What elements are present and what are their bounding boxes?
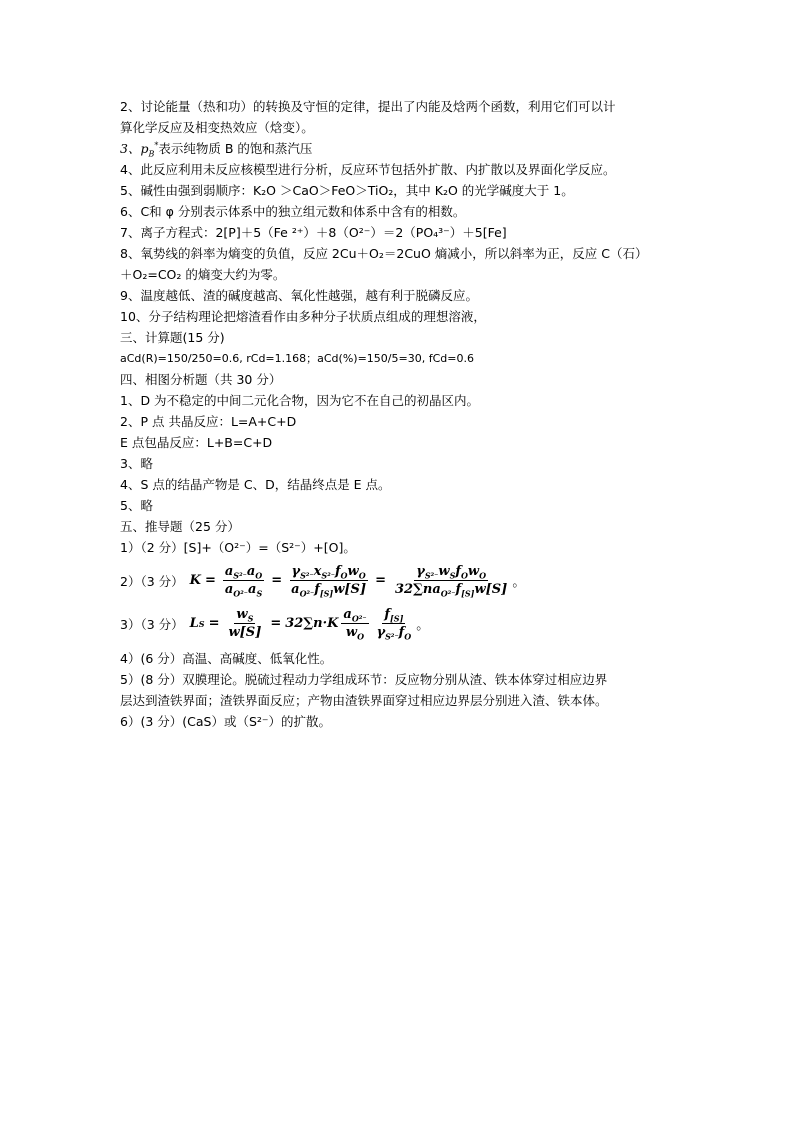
line-4: 4、此反应利用未反应核模型进行分析，反应环节包括外扩散、内扩散以及界面化学反应。 (120, 162, 616, 177)
derive-q6: 6）(3 分）(CaS）或（S²⁻）的扩散。 (120, 714, 331, 729)
phase-q3: 3、略 (120, 456, 153, 471)
line-5: 5、碱性由强到弱顺序：K₂O ＞CaO＞FeO＞TiO₂，其中 K₂O 的光学碱度大于 1。 (120, 183, 574, 198)
section-3-heading: 三、计算题(15 分) (120, 330, 225, 345)
section-5-heading: 五、推导题（25 分） (120, 519, 240, 534)
line-6: 6、C和 φ 分别表示体系中的独立组元数和体系中含有的相数。 (120, 204, 466, 219)
line-3: 3、$p_B^*$表示纯物质 B 的饱和蒸汽压 (120, 140, 313, 159)
calc-line: aCd(R)=150/250=0.6, rCd=1.168；aCd(%)=150/5=30, fCd=0.6 (120, 352, 474, 365)
line-3-text: 表示纯物质 B 的饱和蒸汽压 (158, 141, 313, 156)
derive-q5a: 5）(8 分）双膜理论。脱硫过程动力学组成环节：反应物分别从渣、铁本体穿过相应边界 (120, 672, 608, 687)
line-8b: ＋O₂=CO₂ 的熵变大约为零。 (120, 267, 286, 282)
derive-q4: 4）(6 分）高温、高碱度、低氧化性。 (120, 651, 333, 666)
line-7: 7、离子方程式：2[P]＋5（Fe ²⁺）＋8（O²⁻）＝2（PO₄³⁻）＋5[Fe] (120, 225, 507, 240)
formula-2-equation: K = $\frac{a_{S^{2-}}a_O}{a_{O^{2-}}a_S}$ = $\frac{\gamma_{S^{2-}}x_{S^{2-}}f_Ow_O}{a_{O^{2-}}f_{[S]}w[S]}$ = $\frac{\gamma_{S^{2-}}w_Sf_Ow_O}{32\sum na_{O^{2-}}f_{[S]}w[S]}$ 。 (189, 564, 526, 599)
phase-q2b: E 点包晶反应：L+B=C+D (120, 435, 273, 450)
section-4-heading: 四、相图分析题（共 30 分） (120, 372, 282, 387)
formula-3-prefix: 3）（3 分） (120, 616, 184, 632)
formula-3-equation: L S = $\frac{w_S}{w[S]}$ = 32∑n·K $\frac{a_{O^{2-}}}{w_O}$ $\frac{f_{[S]}}{\gamma_{S^{2-}}f_O}$ 。 (189, 607, 430, 642)
phase-q1: 1、D 为不稳定的中间二元化合物，因为它不在自己的初晶区内。 (120, 393, 480, 408)
formula-2-prefix: 2）（3 分） (120, 573, 184, 589)
derive-q1: 1）（2 分）[S]+（O²⁻）=（S²⁻）+[O]。 (120, 540, 356, 555)
line-2b: 算化学反应及相变热效应（焓变）。 (120, 120, 314, 135)
phase-q4: 4、S 点的结晶产物是 C、D，结晶终点是 E 点。 (120, 477, 391, 492)
line-10: 10、分子结构理论把熔渣看作由多种分子状质点组成的理想溶液， (120, 309, 486, 324)
phase-q5: 5、略 (120, 498, 153, 513)
derive-q5b: 层达到渣铁界面；渣铁界面反应；产物由渣铁界面穿过相应边界层分别进入渣、铁本体。 (120, 693, 608, 708)
line-9: 9、温度越低、渣的碱度越高、氧化性越强，越有利于脱磷反应。 (120, 288, 478, 303)
answer-page (120, 96, 680, 732)
line-2a: 2、讨论能量（热和功）的转换及守恒的定律，提出了内能及焓两个函数，利用它们可以计 (120, 99, 616, 114)
formula-2 (120, 564, 680, 597)
formula-3 (120, 607, 680, 640)
phase-q2a: 2、P 点 共晶反应：L=A+C+D (120, 414, 297, 429)
line-8a: 8、氧势线的斜率为熵变的负值，反应 2Cu＋O₂＝2CuO 熵减小，所以斜率为正，反应 C（石） (120, 246, 648, 261)
